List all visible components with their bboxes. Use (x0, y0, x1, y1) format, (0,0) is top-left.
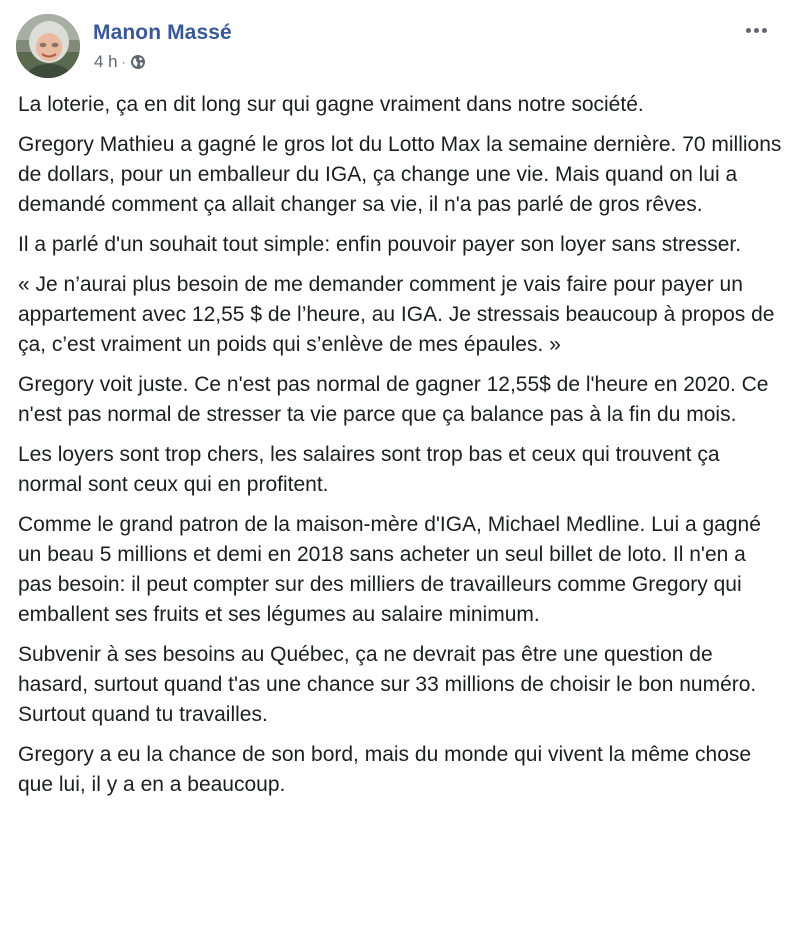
globe-icon[interactable] (130, 54, 146, 70)
post-paragraph: La loterie, ça en dit long sur qui gagne vraiment dans notre société. (18, 93, 644, 116)
meta-separator: · (121, 55, 126, 69)
more-options-icon[interactable] (742, 18, 770, 42)
post-header (16, 14, 778, 80)
post-paragraph: Gregory a eu la chance de son bord, mais du monde qui vivent la même chose que lui, il y a en a beaucoup. (18, 743, 752, 796)
post-paragraph: Il a parlé d'un souhait tout simple: enfin pouvoir payer son loyer sans stresser. (18, 233, 742, 256)
avatar[interactable] (16, 14, 80, 78)
more-dot (762, 28, 767, 33)
more-dot (746, 28, 751, 33)
post-paragraph: Subvenir à ses besoins au Québec, ça ne devrait pas être une question de hasard, surtout quand t'as une chance sur 33 millions de choisir le bon numéro. Surtout quand tu travailles. (18, 643, 757, 726)
post-paragraph: « Je n’aurai plus besoin de me demander comment je vais faire pour payer un appartement avec 12,55 $ de l’heure, au IGA. Je stressais beaucoup à propos de ça, c’est vraiment un poids qui s’enlève de mes épaules. » (18, 273, 775, 356)
post-paragraph: Gregory Mathieu a gagné le gros lot du Lotto Max la semaine dernière. 70 millions de dollars, pour un emballeur du IGA, ça change une vie. Mais quand on lui a demandé comment ça allait changer sa vie, il n'a pas parlé de gros rêves. (18, 133, 782, 216)
post-paragraph: Gregory voit juste. Ce n'est pas normal de gagner 12,55$ de l'heure en 2020. Ce n'est pas normal de stresser ta vie parce que ça balance pas à la fin du mois. (18, 373, 769, 426)
post-paragraph: Les loyers sont trop chers, les salaires sont trop bas et ceux qui trouvent ça normal sont ceux qui en profitent. (18, 443, 720, 496)
profile-photo (16, 14, 80, 78)
post-body (18, 90, 783, 810)
post-meta (94, 52, 146, 72)
timestamp-link[interactable]: 4 h (94, 52, 118, 71)
author-name-link[interactable]: Manon Massé (93, 21, 232, 44)
more-dot (754, 28, 759, 33)
post-paragraph: Comme le grand patron de la maison-mère d'IGA, Michael Medline. Lui a gagné un beau 5 millions et demi en 2018 sans acheter un seul billet de loto. Il n'en a pas besoin: il peut compter sur des milliers de travailleurs comme Gregory qui emballent ses fruits et ses légumes au salaire minimum. (18, 513, 761, 626)
